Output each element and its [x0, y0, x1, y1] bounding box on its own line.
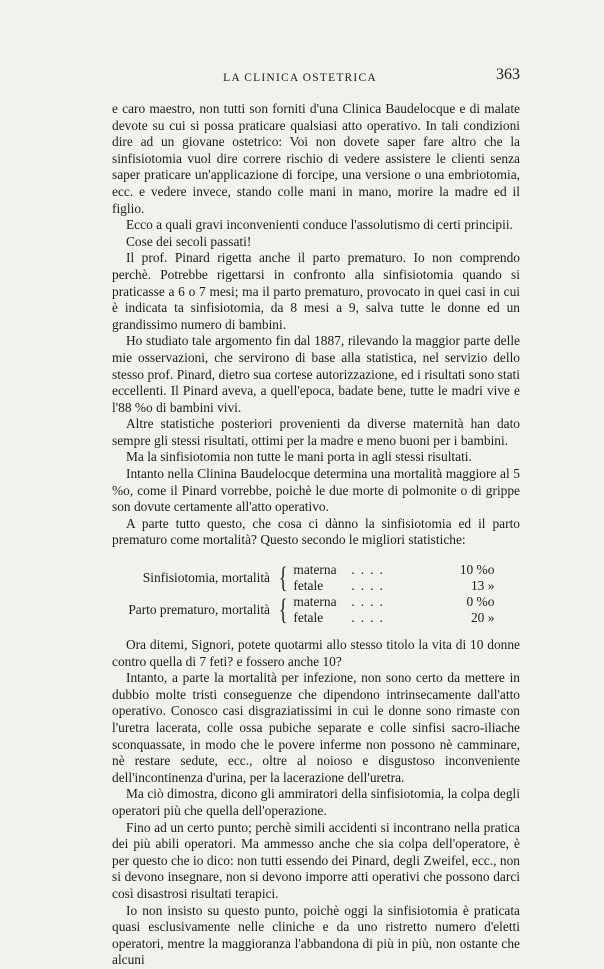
- stat-name: materna: [293, 594, 337, 610]
- stat-name: materna: [293, 562, 337, 578]
- stat-row: [293, 578, 498, 594]
- running-header: LA CLINICA OSTETRICA: [223, 72, 377, 84]
- paragraph: Cose dei secoli passati!: [126, 233, 252, 249]
- stat-row: [293, 610, 498, 626]
- stat-value: 0 %o: [466, 594, 495, 610]
- page-number: 363: [496, 66, 520, 83]
- stat-value: 10 %o: [459, 562, 495, 578]
- dot-leader: ....: [351, 610, 389, 626]
- paragraph: Ora ditemi, Signori, potete quotarmi allo stesso titolo la vita di 10 donne contro quella di 7 feti? e fossero anche 10?: [112, 637, 520, 669]
- stat-row: [293, 562, 498, 578]
- stat-label: Sinfisiotomia, mortalità: [142, 569, 270, 585]
- stat-value: 20 »: [470, 610, 495, 626]
- brace-icon: {: [278, 561, 288, 595]
- stat-name: fetale: [293, 610, 324, 626]
- stat-label: Parto prematuro, mortalità: [128, 601, 270, 617]
- paragraph: Ma ciò dimostra, dicono gli ammiratori della sinfisiotomia, la colpa degli operatori più che quella dell'operazione.: [112, 786, 520, 818]
- paragraph: Io non insisto su questo punto, poichè oggi la sinfisiotomia è praticata quasi esclusivamente nelle cliniche e da uno ristretto numero d'eletti operatori, mentre la maggioranza l'abbandona di più in più, non ostante che alcuni: [112, 902, 520, 968]
- paragraph: Intanto nella Clinina Baudelocque determina una mortalità maggiore al 5 %o, come il Pinard vorrebbe, poichè le due morte di polmonite o di grippe son dovute certamente all'atto operativo.: [112, 466, 520, 515]
- brace-icon: {: [278, 593, 288, 627]
- paragraph: e caro maestro, non tutti son forniti d'una Clinica Baudelocque e di malate devote su cui si possa praticare qualsiasi atto operativo. In tali condizioni dire ad un giovane ostetrico: Voi non dovete saper fare altro che la sinfisiotomia vuol dire correre rischio di vedere assistere le clienti senza saper praticare un'applicazione di forcipe, una versione o una embriotomia, ecc. e vedere invece, stando colle mani in mano, morire la madre ed il figlio.: [112, 101, 520, 216]
- paragraph: Il prof. Pinard rigetta anche il parto prematuro. Io non comprendo perchè. Potrebbe rigettarsi in confronto alla sinfisiotomia quando si praticasse a 6 o 7 mesi; ma il parto prematuro, provocato in quei casi in cui è indicata ta sinfisiotomia, da 8 mesi a 9, salva tutte le donne ed un grandissimo numero di bambini.: [112, 250, 520, 332]
- body-text: [112, 101, 520, 969]
- paragraph: A parte tutto questo, che cosa ci dànno la sinfisiotomia ed il parto prematuro come mortalità? Questo secondo le migliori statistiche:: [112, 515, 520, 548]
- stat-name: fetale: [293, 578, 324, 594]
- paragraph: Ma la sinfisiotomia non tutte le mani porta in agli stessi risultati.: [126, 449, 472, 465]
- paragraph: Ho studiato tale argomento fin dal 1887, rilevando la maggior parte delle mie osservazioni, che servirono di base alla statistica, nel servizio dello stesso prof. Pinard, dietro sua cortese autorizzazione, ed i risultati sono stati eccellenti. Il Pinard aveva, a quell'epoca, badate bene, tutte le madri vive e l'88 %o di bambini vivi.: [112, 333, 520, 415]
- dot-leader: ....: [351, 594, 389, 610]
- mortality-table: [112, 562, 520, 626]
- dot-leader: ....: [351, 578, 389, 594]
- stat-group: [112, 594, 520, 626]
- dot-leader: ....: [351, 562, 389, 578]
- stat-row: [293, 594, 498, 610]
- stat-value: 13 »: [470, 578, 495, 594]
- stat-group: [112, 562, 520, 594]
- paragraph: Fino ad un certo punto; perchè simili accidenti si incontrano nella pratica dei più abili operatori. Ma ammesso anche che sia colpa dell'operatore, è per questo che io dico: non tutti essendo dei Pinard, degli Zweifel, ecc., non si devono insegnare, non si devono imporre atti operativi che possono darci così disastrosi risultati terapici.: [112, 819, 520, 901]
- paragraph: Ecco a quali gravi inconvenienti conduce l'assolutismo di certi principii.: [126, 217, 513, 233]
- paragraph: Altre statistiche posteriori provenienti da diverse maternità han dato sempre gli stessi risultati, ottimi per la madre e meno buoni per i bambini.: [112, 416, 520, 448]
- paragraph: Intanto, a parte la mortalità per infezione, non sono certo da mettere in dubbio molte tristi conseguenze che dipendono intrinsecamente dall'atto operativo. Conosco casi disgraziatissimi in cui le donne sono rimaste con l'uretra lacerata, colle ossa pubiche separate e colle sinfisi sacro-iliache sconquassate, in modo che le povere inferme non possono nè camminare, nè restare sedute, ecc., oltre al noioso e disgustoso inconveniente dell'incontinenza d'urina, per la lacerazione dell'uretra.: [112, 670, 520, 785]
